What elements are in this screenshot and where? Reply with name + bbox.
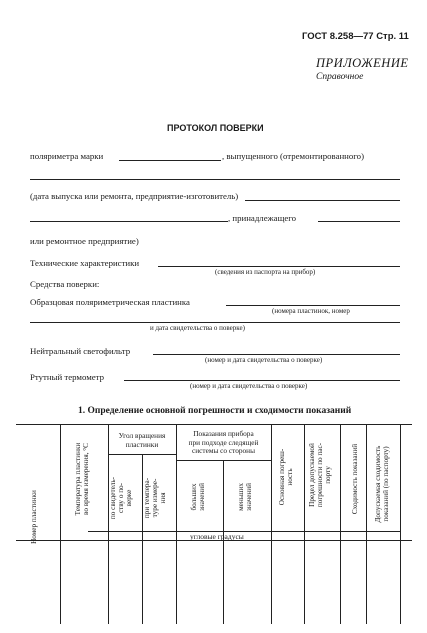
- col-main-error: Основная погреш- ность: [278, 448, 294, 506]
- thermo-label: Ртутный термометр: [30, 372, 105, 382]
- tech-hint: (сведения из паспорта на прибор): [215, 268, 316, 276]
- belonging-label: , принадлежащего: [228, 213, 297, 223]
- table-top-border: [16, 424, 412, 425]
- tech-label: Технические характеристики: [30, 258, 140, 268]
- fill-line: [30, 221, 228, 222]
- column-divider: [271, 424, 272, 624]
- standard-header: ГОСТ 8.258—77 Стр. 11: [302, 31, 409, 42]
- fill-line: [153, 354, 400, 355]
- fill-line: [30, 322, 400, 323]
- column-divider: [340, 424, 341, 624]
- col-allowed-error: Предел допускаемой погрешности по пас- порту: [308, 442, 332, 508]
- units-row-label: угловые градусы: [190, 532, 244, 541]
- col-angle-at-temperature: при темпера- туре измере- ния: [143, 477, 167, 519]
- plate-label: Образцовая поляриметрическая пластинка: [30, 297, 190, 307]
- appendix-subtitle: Справочное: [316, 72, 364, 82]
- appendix-title: ПРИЛОЖЕНИЕ: [316, 56, 409, 70]
- fill-line: [245, 200, 400, 201]
- repair-company-label: или ремонтное предприятие): [30, 236, 139, 246]
- group-angle-header: Угол вращения пластинки: [118, 431, 166, 449]
- col-larger-values: больших значений: [190, 483, 206, 511]
- fill-line: [226, 305, 400, 306]
- plate-hint-2: и дата свидетельства о поверке): [150, 324, 245, 332]
- polarimeter-label: поляриметра марки: [30, 151, 104, 161]
- column-divider: [60, 424, 61, 624]
- column-divider: [400, 424, 401, 624]
- release-date-hint: (дата выпуска или ремонта, предприятие-изготовитель): [30, 191, 239, 201]
- section-title: 1. Определение основной погрешности и сходимости показаний: [78, 406, 352, 416]
- protocol-title: ПРОТОКОЛ ПОВЕРКИ: [167, 123, 264, 133]
- col-angle-by-certificate: по свидетель- ству о по- верке: [109, 476, 133, 520]
- column-divider: [304, 424, 305, 624]
- fill-line: [318, 221, 400, 222]
- plate-hint-1: (номера пластинок, номер: [272, 307, 350, 315]
- col-plate-number: Номер пластинки: [30, 490, 38, 544]
- fill-line: [124, 380, 400, 381]
- group-readings-header: Показания прибора при подходе следящей системы со стороны: [188, 429, 259, 455]
- filter-hint: (номер и дата свидетельства о поверке): [205, 356, 323, 364]
- fill-line: [119, 160, 221, 161]
- fill-line: [30, 179, 400, 180]
- col-temperature: Температура пластинки во время измерения, °С: [74, 442, 90, 516]
- column-divider: [223, 460, 224, 624]
- fill-line: [158, 266, 400, 267]
- filter-label: Нейтральный светофильтр: [30, 346, 131, 356]
- thermo-hint: (номер и дата свидетельства о поверке): [190, 382, 308, 390]
- col-smaller-values: меньших значений: [237, 483, 253, 511]
- col-convergence: Сходимость показаний: [351, 443, 359, 515]
- column-divider: [366, 424, 367, 624]
- col-allowed-convergence: Допускаемая сходимость показаний (по паспорту): [374, 445, 390, 523]
- released-label: , выпущенного (отремонтированного): [222, 151, 365, 161]
- means-label: Средства поверки:: [30, 279, 100, 289]
